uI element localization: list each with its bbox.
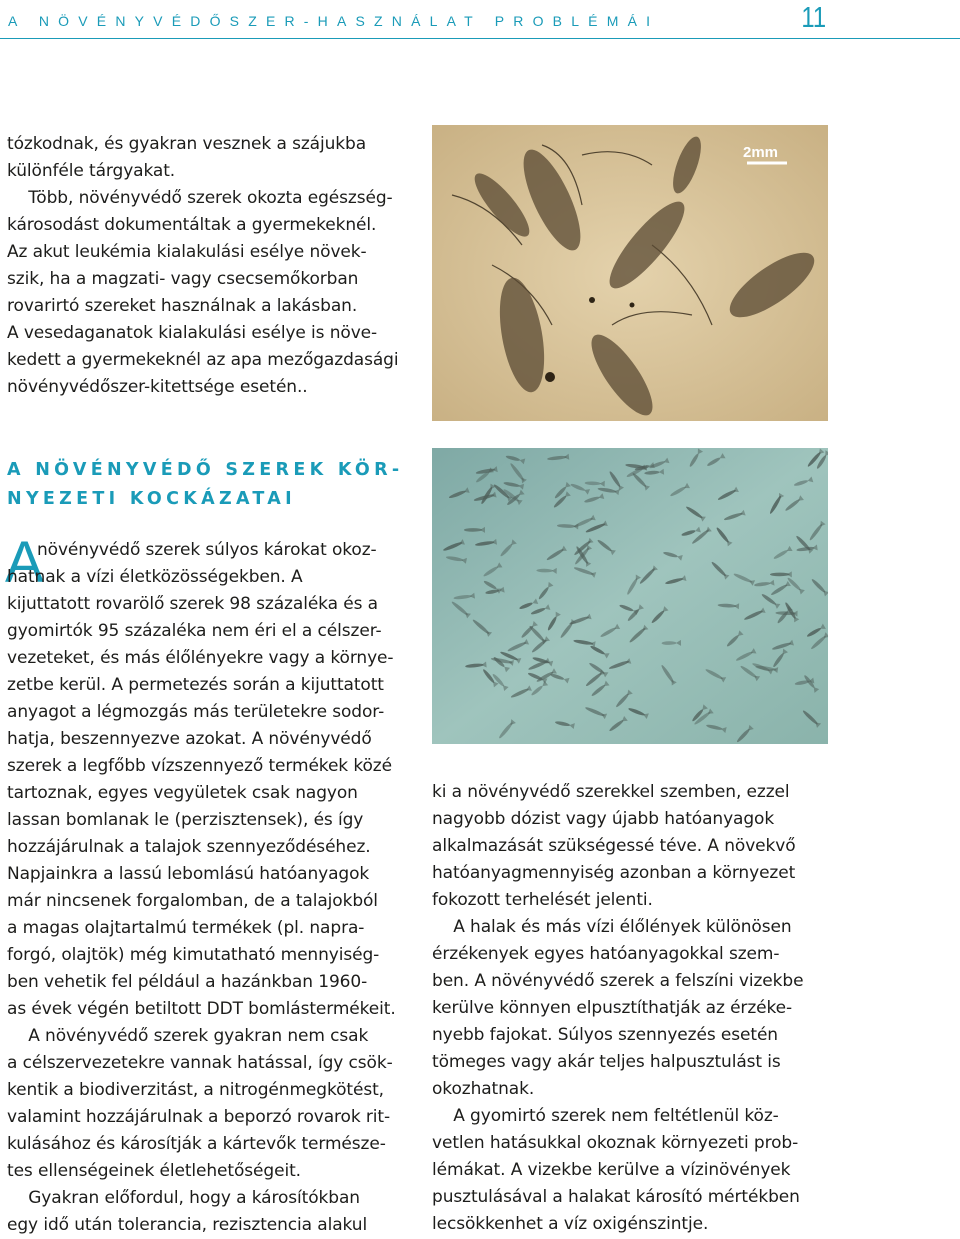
text-line: Gyakran előfordul, hogy a károsítókban <box>7 1188 360 1208</box>
text-line: károsodást dokumentáltak a gyermekeknél. <box>7 215 377 235</box>
text-line: A gyomirtó szerek nem feltétlenül köz- <box>432 1106 779 1126</box>
section-heading-line-1: A NÖVÉNYVÉDŐ SZEREK KÖR- <box>7 460 404 480</box>
text-line: a magas olajtartalmú termékek (pl. napra- <box>7 918 365 938</box>
text-line: Az akut leukémia kialakulási esélye növek- <box>7 242 367 262</box>
text-line: nyebb fajokat. Súlyos szennyezés esetén <box>432 1025 778 1045</box>
text-line: A vesedaganatok kialakulási esélye is növe- <box>7 323 378 343</box>
text-line: alkalmazását szükségessé téve. A növekvő <box>432 836 796 856</box>
dropcap-letter: A <box>5 530 44 595</box>
text-line: hozzájárulnak a talajok szennyeződéséhez. <box>7 837 371 857</box>
text-line: gyomirtók 95 százaléka nem éri el a célszer- <box>7 621 382 641</box>
text-line: lecsökkenhet a víz oxigénszintje. <box>432 1214 709 1234</box>
text-line: kulásához és károsítják a kártevők természe- <box>7 1134 386 1154</box>
left-column-top-text <box>7 131 398 401</box>
text-line: fokozott terhelését jelenti. <box>432 890 653 910</box>
fish-school-photo <box>432 448 828 744</box>
page-number: 11 <box>801 2 826 34</box>
text-line: tartoznak, egyes vegyületek csak nagyon <box>7 783 358 803</box>
text-line: forgó, olajtök) még kimutatható mennyiség- <box>7 945 380 965</box>
section-heading-line-2: NYEZETI KOCKÁZATAI <box>7 489 296 509</box>
text-line: as évek végén betiltott DDT bomlástermékeit. <box>7 999 396 1019</box>
text-line: kijuttatott rovarölő szerek 98 százaléka és a <box>7 594 378 614</box>
text-line: zetbe kerül. A permetezés során a kijuttatott <box>7 675 384 695</box>
text-line: tes ellenségeinek életlehetőségeit. <box>7 1161 301 1181</box>
text-line: ki a növényvédő szerekkel szemben, ezzel <box>432 782 790 802</box>
section-heading <box>7 456 403 514</box>
section-first-line: növényvédő szerek súlyos károkat okoz- <box>37 540 377 560</box>
text-line: már nincsenek forgalomban, de a talajokból <box>7 891 378 911</box>
text-line: szik, ha a magzati- vagy csecsemőkorban <box>7 269 359 289</box>
text-line: tömeges vagy akár teljes halpusztulást is <box>432 1052 781 1072</box>
text-line: Napjainkra a lassú lebomlású hatóanyagok <box>7 864 370 884</box>
text-line: vetlen hatásukkal okoznak környezeti prob- <box>432 1133 799 1153</box>
running-title: A NÖVÉNYVÉDŐSZER-HASZNÁLAT PROBLÉMÁI <box>8 13 660 29</box>
text-line: pusztulásával a halakat károsító mértékben <box>432 1187 800 1207</box>
text-line: nagyobb dózist vagy újabb hatóanyagok <box>432 809 775 829</box>
text-line: különféle tárgyakat. <box>7 161 176 181</box>
text-line: A halak és más vízi élőlények különösen <box>432 917 792 937</box>
text-line: Több, növényvédő szerek okozta egészség- <box>7 188 393 208</box>
text-line: ben vehetik fel például a hazánkban 1960- <box>7 972 368 992</box>
scale-label: 2mm <box>743 144 779 161</box>
text-line: kerülve könnyen elpusztíthatják az érzéke- <box>432 998 793 1018</box>
text-line: anyagot a légmozgás más területekre sodor- <box>7 702 385 722</box>
text-line: egy idő után tolerancia, rezisztencia alakul <box>7 1215 368 1235</box>
text-line: a célszervezetekre vannak hatással, így csök- <box>7 1053 393 1073</box>
text-line: érzékenyek egyes hatóanyagokkal szem- <box>432 944 780 964</box>
text-line: hatóanyagmennyiség azonban a környezet <box>432 863 796 883</box>
text-line: szerek a legfőbb vízszennyező termékek közé <box>7 756 392 776</box>
text-line: ben. A növényvédő szerek a felszíni vizekbe <box>432 971 804 991</box>
header-rule <box>0 38 960 39</box>
zooplankton-photo <box>432 125 828 421</box>
section-body-text <box>7 564 396 1239</box>
right-column-text <box>432 779 803 1238</box>
text-line: A növényvédő szerek gyakran nem csak <box>7 1026 369 1046</box>
text-line: okozhatnak. <box>432 1079 535 1099</box>
text-line: lémákat. A vizekbe kerülve a vízinövények <box>432 1160 791 1180</box>
text-line: hatja, beszennyezve azokat. A növényvédő <box>7 729 372 749</box>
text-line: hatnak a vízi életközösségekben. A <box>7 567 303 587</box>
text-line: kentik a biodiverzitást, a nitrogénmegkötést, <box>7 1080 384 1100</box>
text-line: rovarirtó szereket használnak a lakásban. <box>7 296 358 316</box>
text-line: növényvédőszer-kitettsége esetén.. <box>7 377 308 397</box>
text-line: vezeteket, és más élőlényekre vagy a környe- <box>7 648 394 668</box>
text-line: tózkodnak, és gyakran vesznek a szájukba <box>7 134 367 154</box>
text-line: lassan bomlanak le (perzisztensek), és így <box>7 810 364 830</box>
text-line: kedett a gyermekeknél az apa mezőgazdasági <box>7 350 399 370</box>
text-line: valamint hozzájárulnak a beporzó rovarok rit- <box>7 1107 391 1127</box>
